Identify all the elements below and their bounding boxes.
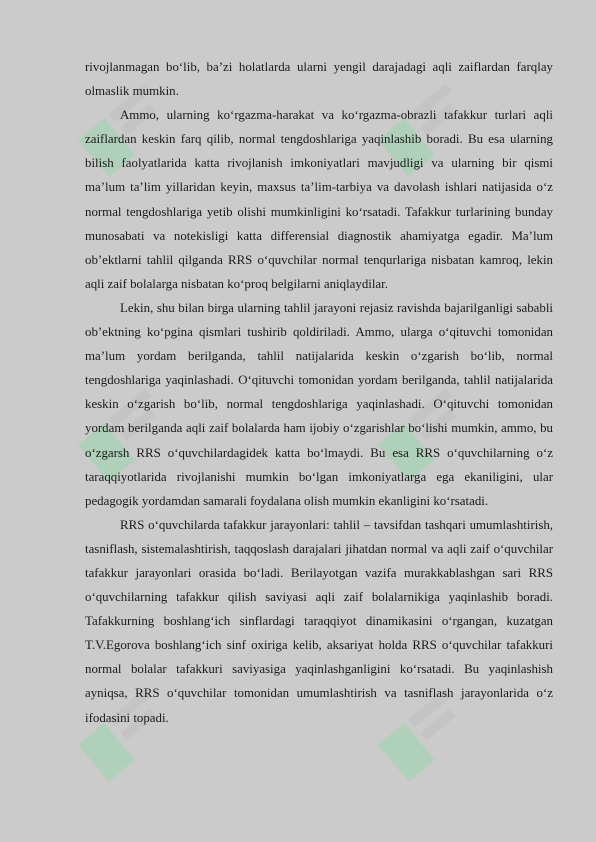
paragraph-4: RRS o‘quvchilarda tafakkur jarayonlari: tahlil – tavsifdan tashqari umumlashtirish, tasniflash, sistemalashtirish, taqqoslash darajalari jihatdan normal va aqli zaif o‘quvchilar tafakkur jarayonlari orasida bo‘ladi. Berilayotgan vazifa murakkablashgan sari RRS o‘quvchilarning tafakkur qilish saviyasi aqli zaif bolalarnikiga yaqinlashib boradi. Tafakkurning boshlang‘ich sinflardagi taraqqiyot dinamikasini o‘rgangan, kuzatgan T.V.Egorova boshlang‘ich sinf oxiriga kelib, aksariyat holda RRS o‘quvchilar tafakkuri normal bolalar tafakkuri saviyasiga yaqinlashganligini ko‘rsatadi. Bu yaqinlashish ayniqsa, RRS o‘quvchilar tomonidan umumlashtirish va tasniflash jarayonlarida o‘z ifodasini topadi. [85,517,553,725]
paragraph-1: rivojlanmagan bo‘lib, ba’zi holatlarda ularni yengil darajadagi aqli zaiflardan farqlay olmaslik mumkin. [85,60,553,99]
body-text [85,55,553,730]
paragraph-2: Ammo, ularning ko‘rgazma-harakat va ko‘rgazma-obrazli tafakkur turlari aqli zaiflardan keskin farq qilib, normal tengdoshlariga yaqinlashib boradi. Bu esa ularning bilish faolyatlarida katta rivojlanish imkoniyatlari mavjudligi va ularning bir qismi ma’lum ta’lim yillaridan keyin, maxsus ta’lim-tarbiya va davolash ishlari natijasida o‘z normal tengdoshlariga yetib olishi mumkinligini ko‘rsatadi. Tafakkur turlarining bunday munosabati va notekisligi katta differensial diagnostik ahamiyatga egadir. Ma’lum ob’ektlarni tahlil qilganda RRS o‘quvchilar normal tenqurlariga nisbatan kamroq, lekin aqli zaif bolalarga nisbatan ko‘proq belgilarni aniqlaydilar. [85,108,553,291]
paragraph-3: Lekin, shu bilan birga ularning tahlil jarayoni rejasiz ravishda bajarilganligi sababli ob’ektning ko‘pgina qismlari tushirib qoldiriladi. Ammo, ularga o‘qituvchi tomonidan ma’lum yordam berilganda, tahlil natijalarida keskin o‘zgarish bo‘lib, normal tengdoshlariga yaqinlashadi. O‘qituvchi tomonidan yordam berilganda, tahlil natijalarida keskin o‘zgarish bo‘lib, normal tengdoshlariga yaqinlashadi. O‘qituvchi tomonidan yordam berilganda aqli zaif bolalarda ham ijobiy o‘zgarishlar bo‘lishi mumkin, ammo, bu o‘zgarsh RRS o‘quvchilardagidek katta bo‘lmaydi. Bu esa RRS o‘quvchilarning o‘z taraqqiyotlarida rivojlanishi mumkin bo‘lgan imkoniyatlarga ega ekaniligini, ular pedagogik yordamdan samarali foydalana olish mumkin ekanligini ko‘rsatadi. [85,300,553,508]
